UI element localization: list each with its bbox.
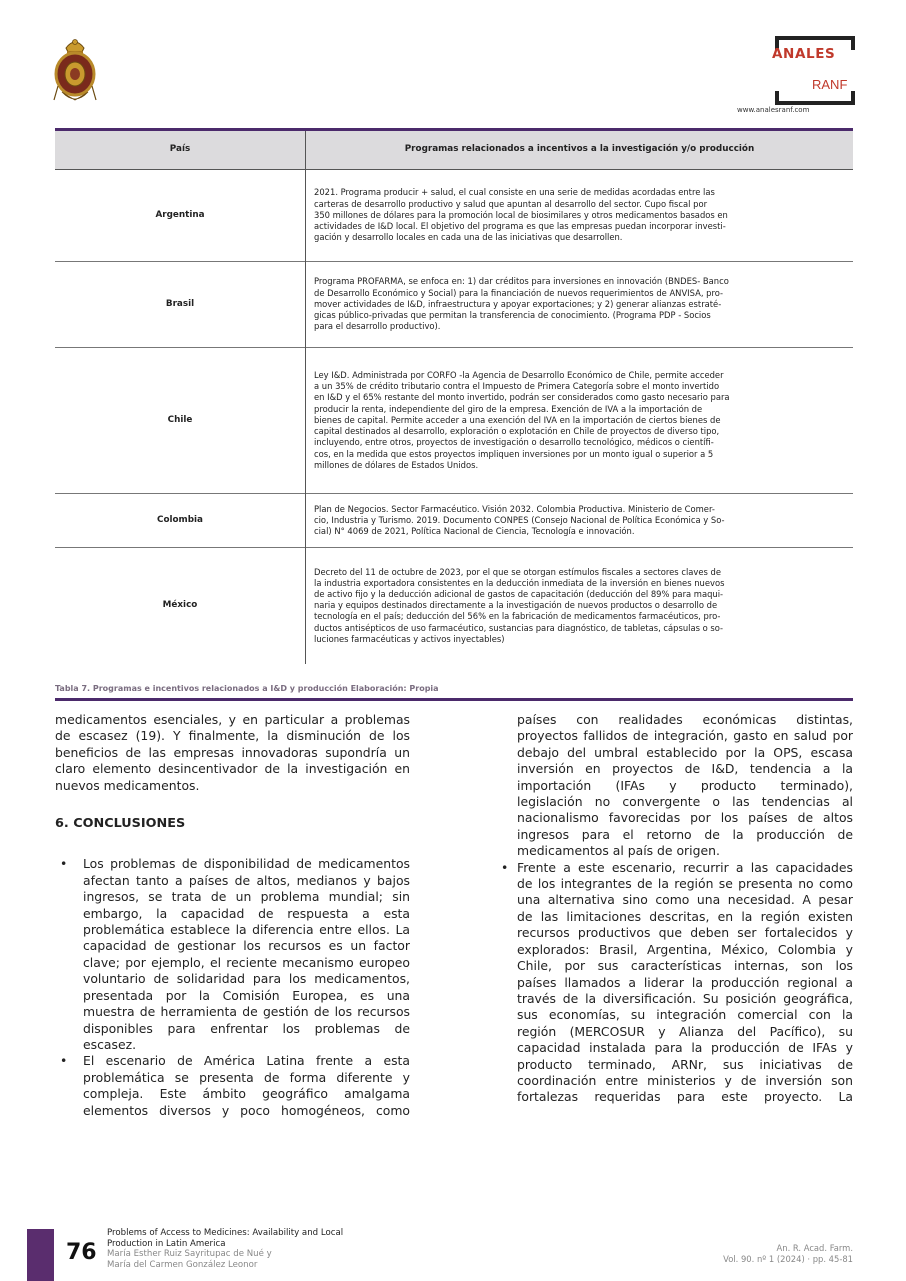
country-cell: Brasil <box>55 262 306 348</box>
logo-ranf-text: RANF <box>812 77 848 92</box>
table-row <box>55 170 853 262</box>
column-header-country: País <box>55 130 306 170</box>
program-cell: Ley I&D. Administrada por CORFO -la Agencia de Desarrollo Económico de Chile, permite acceder a un 35% de crédito tributario contra el Impuesto de Primera Categoría sobre el monto invertido en I&D y el 65% restante del monto invertido, podrán ser considerados como gasto necesario para producir la renta, independiente del giro de la empresa. Exención de IVA a la importación de bienes de capital. Permite acceder a una exención del IVA en la importación de ciertos bienes de capital destinados al desarrollo, exploración o explotación en Chile de proyectos de diverso tipo, incluyendo, entre otros, proyectos de investigación o desarrollo tecnológico, médicos o científi- cos, en la medida que estos proyectos impliquen inversiones por un monto igual o superior a 5 millones de dólares de Estados Unidos. <box>314 370 730 470</box>
bullet-icon: • <box>501 859 509 875</box>
footer-authors: María Esther Ruiz Sayritupac de Nué y <box>107 1249 272 1260</box>
logo-url: www.analesranf.com <box>737 106 810 114</box>
footer-title-line: Problems of Access to Medicines: Availability and Local <box>107 1228 344 1238</box>
footer-journal: An. R. Acad. Farm. <box>776 1243 853 1253</box>
country-cell: Argentina <box>55 170 306 262</box>
right-column <box>497 712 853 1106</box>
program-cell: Decreto del 11 de octubre de 2023, por el que se otorgan estímulos fiscales a sectores claves de la industria exportadora consistentes en la deducción inmediata de la inversión en bienes nuevos de activo fijo y la deducción adicional de gastos de capacitación (deducción del 89% para maqui- naria y equipos destinados directamente a la investigación de nuevos productos o desarrollo de tecnología en el país; deducción del 56% en la fabricación de medicamentos farmacéuticos, pro- ductos antisépticos de uso farmacéutico, sustancias para diagnóstico, de tabletas, cápsulas o so- luciones farmacéuticas y activos inyectables) <box>314 566 725 644</box>
section-title: 6. CONCLUSIONES <box>55 816 186 832</box>
footer-article-info <box>107 1228 343 1270</box>
list-item: • Los problemas de disponibilidad de medicamentos afectan tanto a países de altos, medianos y bajos ingresos, se trata de un problema mundial; sin embargo, la capacidad de respuesta a esta problemática establece la diferencia entre ellos. La capacidad de gestionar los recursos es un factor clave; por ejemplo, el reciente mecanismo europeo voluntario de solidaridad para los medicamentos, presentada por la Comisión Europea, es una muestra de herramienta de gestión de los recursos disponibles para enfrentar los problemas de escasez. <box>60 856 410 1052</box>
program-cell: Programa PROFARMA, se enfoca en: 1) dar créditos para inversiones en innovación (BNDES- Banco de Desarrollo Económico y Social) para la financiación de nuevos requerimientos de ANVISA, pro- mover actividades de I&D, infraestructura y apoyar exportaciones; y 2) generar alianzas estraté- gicas público-privadas que permitan la transferencia de conocimiento. (Programa PDP - Socios para el desarrollo productivo). <box>314 276 729 332</box>
footer-authors: María del Carmen González Leonor <box>107 1259 258 1270</box>
table-row <box>55 494 853 548</box>
list-item: • El escenario de América Latina frente a esta problemática se presenta de forma diferente y compleja. Este ámbito geográfico amalgama elementos diversos y poco homogéneos, como <box>60 1053 410 1118</box>
list-item-continued: países con realidades económicas distintas, proyectos fallidos de integración, gasto en salud por debajo del umbral establecido por la OPS, escasa inversión en proyectos de I&D, tendencia a la importación (IFAs y producto terminado), legislación no convergente o las tendencias al nacionalismo favorecidas por los países de altos ingresos para el retorno de la producción de medicamentos al país de origen. <box>517 712 853 859</box>
bullet-icon: • <box>60 1053 68 1069</box>
program-cell: 2021. Programa producir + salud, el cual consiste en una serie de medidas acordadas entre las carteras de desarrollo productivo y salud que apuntan al desarrollo del sector. Cupo fiscal por 350 millones de dólares para la promoción local de biosimilares y otros medicamentos basados en actividades de I&D local. El objetivo del programa es que las empresas puedan incorporar investi- gación y desarrollo locales en cada una de las iniciativas que desarrollen. <box>314 187 728 243</box>
conclusions-list <box>55 856 410 1119</box>
left-column <box>55 712 410 1119</box>
footer-volume: Vol. 90. nº 1 (2024) · pp. 45-81 <box>723 1253 853 1264</box>
logo-bracket-bottom <box>775 91 855 105</box>
country-cell: Chile <box>55 348 306 494</box>
list-item: • Frente a este escenario, recurrir a las capacidades de los integrantes de la región se presenta no como una alternativa sino como una necesidad. A pesar de las limitaciones descritas, en la región existen recursos productivos que deben ser fortalecidos y explorados: Brasil, Argentina, México, Colombia y Chile, por sus características internas, son los países llamados a liderar la producción regional a través de la diversificación. Su posición geográfica, sus economías, su integración comercial con la región (MERCOSUR y Alianza del Pacífico), su capacidad instalada para la producción de IFAs y producto terminado, ARNr, sus iniciativas de coordinación entre ministerios y de inversión son fortalezas requeridas para este proyecto. La <box>501 859 853 1105</box>
program-cell: Plan de Negocios. Sector Farmacéutico. Visión 2032. Colombia Productiva. Ministerio de Comer- cio, Industria y Turismo. 2019. Documento CONPES (Consejo Nacional de Política Económica y So- cial) N° 4069 de 2021, Política Nacional de Ciencia, Tecnología e innovación. <box>314 503 725 537</box>
country-cell: Colombia <box>55 494 306 548</box>
logo-anales-text: ANALES <box>772 46 836 62</box>
table-caption: Tabla 7. Programas e incentivos relacionados a I&D y producción Elaboración: Propia <box>55 681 853 701</box>
continued-list <box>497 712 853 1106</box>
footer-accent-bar <box>27 1229 54 1281</box>
footer-title-line: Production in Latin America <box>107 1238 226 1249</box>
table-row <box>55 348 853 494</box>
table-row <box>55 262 853 348</box>
footer-journal-info <box>723 1243 853 1264</box>
column-header-programs: Programas relacionados a incentivos a la investigación y/o producción <box>306 130 854 170</box>
academy-crest-icon <box>52 34 98 106</box>
country-cell: México <box>55 548 306 664</box>
bullet-icon: • <box>60 856 68 872</box>
table-header-row <box>55 130 853 170</box>
table-row <box>55 548 853 664</box>
journal-logo <box>735 36 853 120</box>
page-number: 76 <box>66 1240 97 1265</box>
intro-paragraph: medicamentos esenciales, y en particular a problemas de escasez (19). Y finalmente, la disminución de los beneficios de las empresas innovadoras supondría un claro elemento desincentivador de la investigación en nuevos medicamentos. <box>55 712 410 793</box>
programs-table <box>55 128 853 664</box>
